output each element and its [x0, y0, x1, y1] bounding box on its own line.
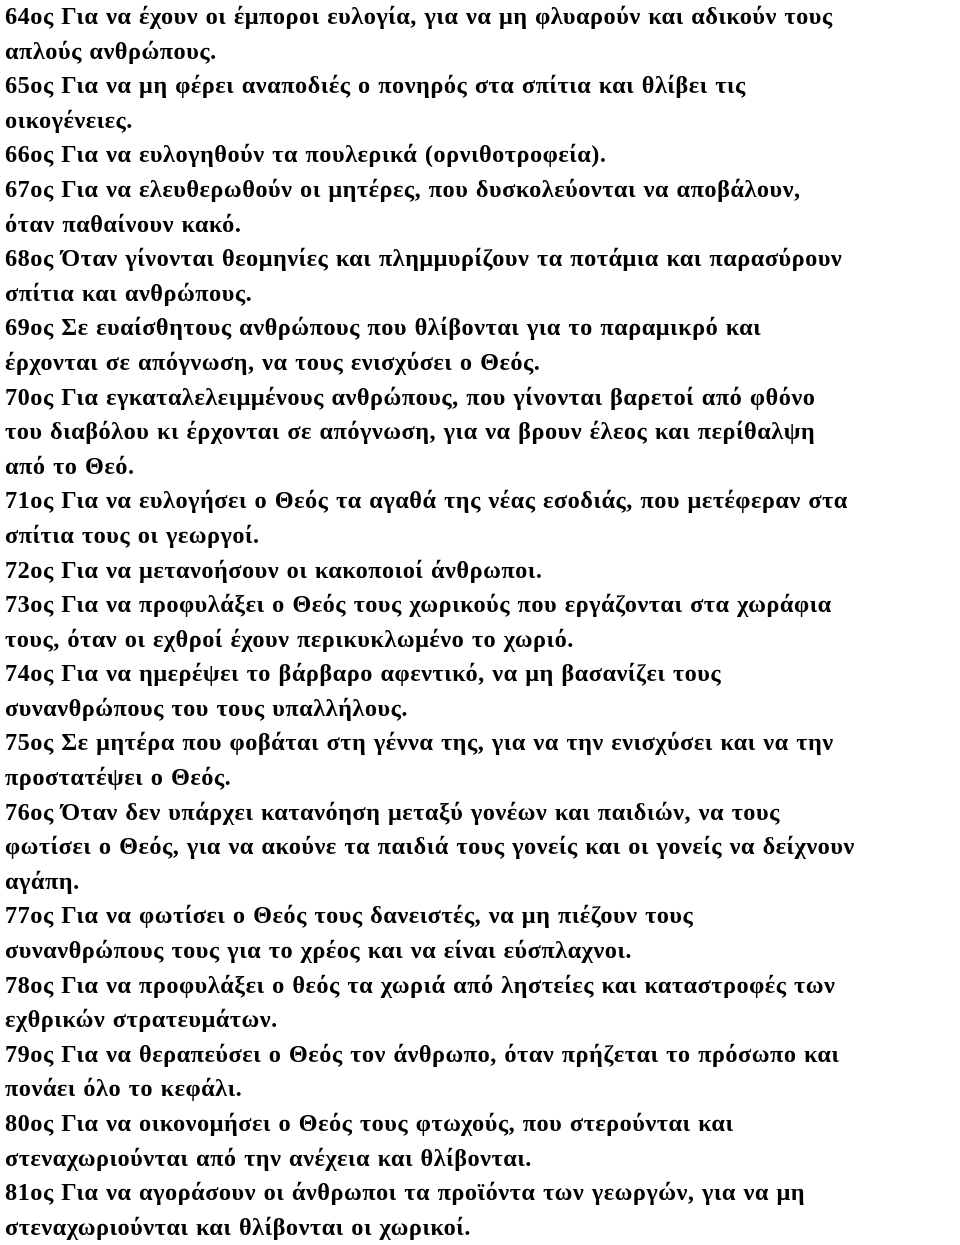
list-item — [5, 138, 960, 173]
list-item — [5, 484, 960, 553]
entry-line: συνανθρώπους του τους υπαλλήλους. — [5, 694, 408, 722]
entry-line: σπίτια τους οι γεωργοί. — [5, 521, 260, 549]
entry-line: συνανθρώπους τους για το χρέος και να είναι εύσπλαχνοι. — [5, 937, 632, 965]
entry-line: απλούς ανθρώπους. — [5, 37, 217, 65]
entry-line: 74ος Για να ημερέψει το βάρβαρο αφεντικό, να μη βασανίζει τους — [5, 660, 722, 688]
entry-line: 72ος Για να μετανοήσουν οι κακοποιοί άνθρωποι. — [5, 556, 543, 584]
list-item — [5, 173, 960, 242]
entry-line: 78ος Για να προφυλάξει ο θεός τα χωριά από ληστείες και καταστροφές των — [5, 971, 836, 999]
entry-line: φωτίσει ο Θεός, για να ακούνε τα παιδιά τους γονείς και οι γονείς να δείχνουν — [5, 833, 855, 861]
list-item — [5, 242, 960, 311]
entry-line: εχθρικών στρατευμάτων. — [5, 1006, 278, 1034]
list-item — [5, 554, 960, 589]
entry-line: 67ος Για να ελευθερωθούν οι μητέρες, που δυσκολεύονται να αποβάλουν, — [5, 175, 801, 203]
list-item — [5, 726, 960, 795]
entry-line: 77ος Για να φωτίσει ο Θεός τους δανειστές, να μη πιέζουν τους — [5, 902, 694, 930]
entry-line: από το Θεό. — [5, 452, 135, 480]
entry-line: αγάπη. — [5, 867, 80, 895]
list-item — [5, 1107, 960, 1176]
list-item — [5, 69, 960, 138]
entry-line: 80ος Για να οικονομήσει ο Θεός τους φτωχούς, που στερούνται και — [5, 1110, 734, 1137]
entry-line: 65ος Για να μη φέρει αναποδιές ο πονηρός στα σπίτια και θλίβει τις — [5, 72, 746, 100]
entry-line: όταν παθαίνουν κακό. — [5, 210, 242, 238]
entry-line: οικογένειες. — [5, 106, 133, 134]
list-item — [5, 588, 960, 657]
entry-list — [5, 0, 960, 1245]
list-item — [5, 381, 960, 485]
entry-line: τους, όταν οι εχθροί έχουν περικυκλωμένο το χωριό. — [5, 625, 574, 653]
list-item — [5, 0, 960, 69]
entry-line: έρχονται σε απόγνωση, να τους ενισχύσει ο Θεός. — [5, 348, 541, 376]
entry-line: 70ος Για εγκαταλελειμμένους ανθρώπους, που γίνονται βαρετοί από φθόνο — [5, 383, 816, 411]
entry-line: 81ος Για να αγοράσουν οι άνθρωποι τα προϊόντα των γεωργών, για να μη — [5, 1179, 806, 1207]
entry-line: 71ος Για να ευλογήσει ο Θεός τα αγαθά της νέας εσοδιάς, που μετέφεραν στα — [5, 487, 848, 515]
entry-line: προστατέψει ο Θεός. — [5, 764, 232, 792]
entry-line: 68ος Όταν γίνονται θεομηνίες και πλημμυρίζουν τα ποτάμια και παρασύρουν — [5, 245, 843, 273]
entry-line: 66ος Για να ευλογηθούν τα πουλερικά (ορνιθοτροφεία). — [5, 141, 607, 169]
list-item — [5, 796, 960, 900]
entry-line: στεναχωριούνται και θλίβονται οι χωρικοί. — [5, 1213, 471, 1241]
entry-line: 79ος Για να θεραπεύσει ο Θεός τον άνθρωπο, όταν πρήζεται το πρόσωπο και — [5, 1040, 840, 1068]
list-item — [5, 969, 960, 1038]
list-item — [5, 657, 960, 726]
entry-line: στεναχωριούνται από την ανέχεια και θλίβονται. — [5, 1144, 532, 1172]
entry-line: του διαβόλου κι έρχονται σε απόγνωση, για να βρουν έλεος και περίθαλψη — [5, 418, 816, 446]
entry-line: 69ος Σε ευαίσθητους ανθρώπους που θλίβονται για το παραμικρό και — [5, 314, 762, 342]
list-item — [5, 899, 960, 968]
list-item — [5, 311, 960, 380]
list-item — [5, 1176, 960, 1245]
entry-line: 73ος Για να προφυλάξει ο Θεός τους χωρικούς που εργάζονται στα χωράφια — [5, 591, 832, 619]
entry-line: 75ος Σε μητέρα που φοβάται στη γέννα της, για να την ενισχύσει και να την — [5, 729, 834, 757]
entry-line: σπίτια και ανθρώπους. — [5, 279, 253, 307]
entry-line: πονάει όλο το κεφάλι. — [5, 1075, 243, 1103]
list-item — [5, 1038, 960, 1107]
entry-line: 76ος Όταν δεν υπάρχει κατανόηση μεταξύ γονέων και παιδιών, να τους — [5, 798, 780, 826]
entry-line: 64ος Για να έχουν οι έμποροι ευλογία, για να μη φλυαρούν και αδικούν τους — [5, 3, 833, 30]
